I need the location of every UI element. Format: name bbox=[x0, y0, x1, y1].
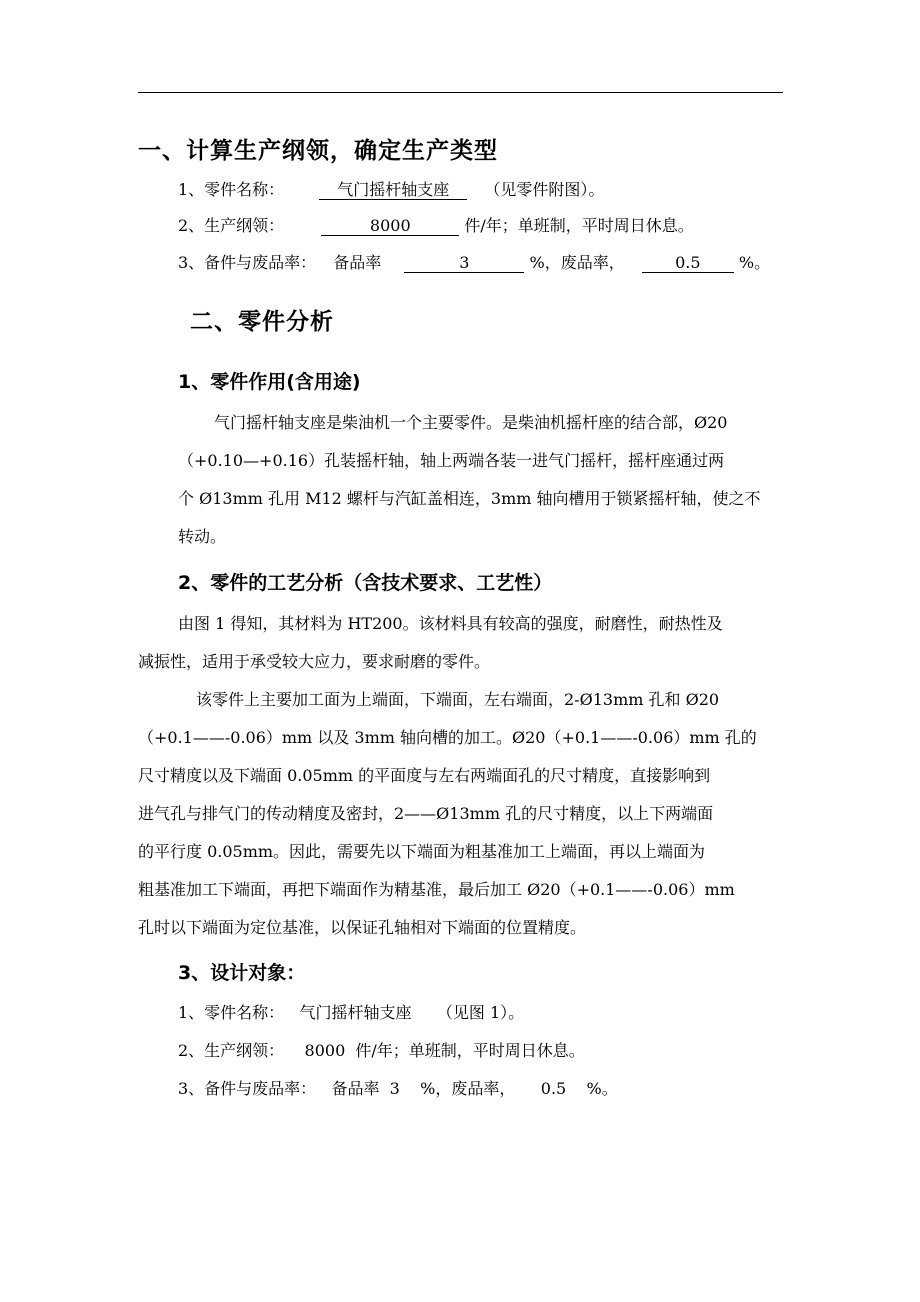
sub3-list bbox=[178, 994, 618, 1108]
sub2-paragraph-1 bbox=[138, 605, 723, 681]
part-name-note: （见零件附图）。 bbox=[484, 180, 605, 199]
sub3-line: 1、零件名称： 气门摇杆轴支座 （见图 1）。 bbox=[178, 1003, 525, 1022]
sub2-heading: 2、零件的工艺分析（含技术要求、工艺性） bbox=[178, 572, 553, 594]
sub1-heading: 1、零件作用(含用途) bbox=[178, 371, 361, 393]
sub3-line: 3、备件与废品率： 备品率 3 %，废品率， 0.5 %。 bbox=[178, 1079, 618, 1098]
spare-rate-value: 3 bbox=[404, 254, 524, 273]
scrap-rate-end: %。 bbox=[738, 253, 771, 272]
production-line-2 bbox=[178, 216, 694, 236]
sub2-line: 孔时以下端面为定位基准，以保证孔轴相对下端面的位置精度。 bbox=[138, 918, 587, 937]
sub1-line: 气门摇杆轴支座是柴油机一个主要零件。是柴油机摇杆座的结合部，Ø20 bbox=[214, 413, 728, 432]
rates-label: 3、备件与废品率： bbox=[178, 253, 317, 272]
sub1-line: 转动。 bbox=[178, 527, 227, 546]
sub2-line: 粗基准加工下端面，再把下端面作为精基准，最后加工 Ø20（+0.1——-0.06）mm bbox=[138, 880, 735, 899]
sub2-line: 该零件上主要加工面为上端面，下端面，左右端面，2-Ø13mm 孔和 Ø20 bbox=[196, 690, 720, 709]
sub3-heading: 3、设计对象： bbox=[178, 962, 306, 984]
header-rule bbox=[138, 92, 783, 93]
section1-heading: 一、计算生产纲领，确定生产类型 bbox=[138, 138, 498, 164]
sub2-line: 进气孔与排气门的传动精度及密封，2——Ø13mm 孔的尺寸精度，以上下两端面 bbox=[138, 804, 714, 823]
production-line-3 bbox=[178, 253, 770, 273]
sub2-line: （+0.1——-0.06）mm 以及 3mm 轴向槽的加工。Ø20（+0.1——-0.06）mm 孔的 bbox=[138, 728, 757, 747]
part-name-value: 气门摇杆轴支座 bbox=[319, 181, 467, 200]
sub2-line: 减振性，适用于承受较大应力，要求耐磨的零件。 bbox=[138, 652, 491, 671]
sub2-line: 尺寸精度以及下端面 0.05mm 的平面度与左右两端面孔的尺寸精度，直接影响到 bbox=[138, 766, 711, 785]
sub2-line: 由图 1 得知，其材料为 HT200。该材料具有较高的强度，耐磨性，耐热性及 bbox=[178, 614, 723, 633]
spare-rate-label: 备品率 bbox=[333, 253, 382, 272]
scrap-rate-value: 0.5 bbox=[642, 254, 734, 273]
sub1-line: 个 Ø13mm 孔用 M12 螺杆与汽缸盖相连，3mm 轴向槽用于锁紧摇杆轴，使之不 bbox=[178, 489, 761, 508]
sub3-line: 2、生产纲领： 8000 件/年；单班制，平时周日休息。 bbox=[178, 1041, 585, 1060]
production-note: 件/年；单班制，平时周日休息。 bbox=[464, 216, 694, 235]
sub1-paragraph bbox=[178, 404, 761, 556]
production-line-1 bbox=[178, 180, 604, 200]
section2-heading: 二、零件分析 bbox=[190, 309, 334, 335]
production-label: 2、生产纲领： bbox=[178, 216, 285, 235]
part-name-label: 1、零件名称： bbox=[178, 180, 285, 199]
sub1-line: （+0.10—+0.16）孔装摇杆轴，轴上两端各装一进气门摇杆，摇杆座通过两 bbox=[178, 451, 725, 470]
scrap-rate-label: %，废品率， bbox=[529, 253, 625, 272]
sub2-paragraph-2 bbox=[138, 681, 757, 947]
production-value: 8000 bbox=[321, 217, 459, 236]
sub2-line: 的平行度 0.05mm。因此，需要先以下端面为粗基准加工上端面，再以上端面为 bbox=[138, 842, 706, 861]
